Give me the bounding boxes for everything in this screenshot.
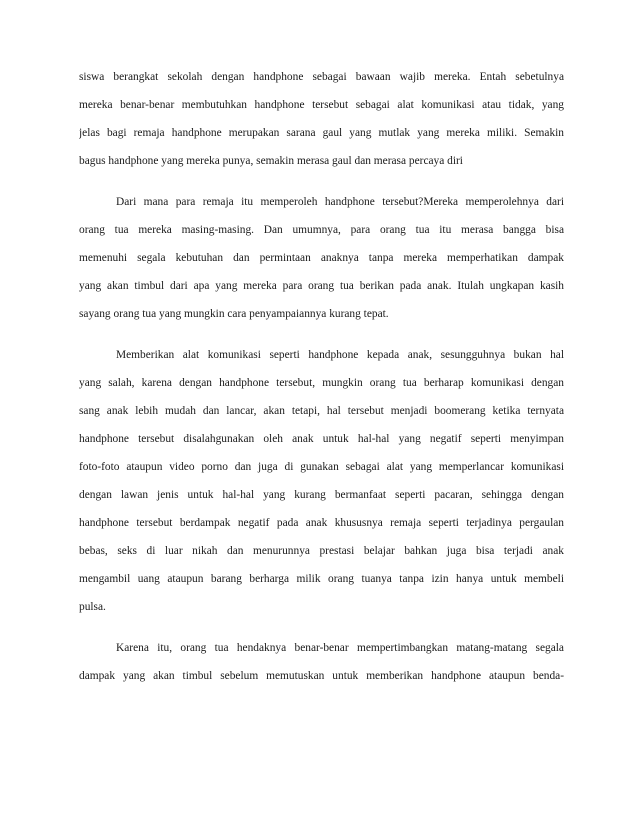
text-line: jelas bagi remaja handphone merupakan sarana gaul yang mutlak yang mereka miliki. Semakin bbox=[79, 127, 564, 139]
text-line: dampak yang akan timbul sebelum memutuskan untuk memberikan handphone ataupun benda- bbox=[79, 670, 564, 682]
text-line: yang salah, karena dengan handphone tersebut, mungkin orang tua berharap komunikasi dengan bbox=[79, 377, 564, 389]
text-line: bebas, seks di luar nikah dan menurunnya prestasi belajar bahkan juga bisa terjadi anak bbox=[79, 545, 564, 557]
text-line: yang akan timbul dari apa yang mereka para orang tua berikan pada anak. Itulah ungkapan kasih bbox=[79, 280, 564, 292]
text-line: mereka benar-benar membutuhkan handphone tersebut sebagai alat komunikasi atau tidak, yang bbox=[79, 99, 564, 111]
text-line: sayang orang tua yang mungkin cara penyampaiannya kurang tepat. bbox=[79, 308, 389, 320]
paragraph-gap bbox=[79, 621, 564, 634]
paragraph-1 bbox=[79, 63, 564, 175]
text-line: siswa berangkat sekolah dengan handphone sebagai bawaan wajib mereka. Entah sebetulnya bbox=[79, 71, 564, 83]
text-line: Karena itu, orang tua hendaknya benar-benar mempertimbangkan matang-matang segala bbox=[116, 642, 564, 654]
text-line: handphone tersebut disalahgunakan oleh anak untuk hal-hal yang negatif seperti menyimpan bbox=[79, 433, 564, 445]
text-line: bagus handphone yang mereka punya, semakin merasa gaul dan merasa percaya diri bbox=[79, 155, 463, 167]
text-line: orang tua mereka masing-masing. Dan umumnya, para orang tua itu merasa bangga bisa bbox=[79, 224, 564, 236]
paragraph-gap bbox=[79, 175, 564, 188]
paragraph-4 bbox=[79, 634, 564, 690]
text-line: memenuhi segala kebutuhan dan permintaan anaknya tanpa mereka memperhatikan dampak bbox=[79, 252, 564, 264]
text-line: dengan lawan jenis untuk hal-hal yang kurang bermanfaat seperti pacaran, sehingga dengan bbox=[79, 489, 564, 501]
text-line: sang anak lebih mudah dan lancar, akan tetapi, hal tersebut menjadi boomerang ketika ternyata bbox=[79, 405, 564, 417]
text-line: foto-foto ataupun video porno dan juga di gunakan sebagai alat yang memperlancar komunikasi bbox=[79, 461, 564, 473]
paragraph-3 bbox=[79, 341, 564, 621]
paragraph-gap bbox=[79, 328, 564, 341]
text-line: mengambil uang ataupun barang berharga milik orang tuanya tanpa izin hanya untuk membeli bbox=[79, 573, 564, 585]
document-body bbox=[79, 63, 564, 690]
paragraph-2 bbox=[79, 188, 564, 328]
text-line: Memberikan alat komunikasi seperti handphone kepada anak, sesungguhnya bukan hal bbox=[116, 349, 564, 361]
text-line: pulsa. bbox=[79, 601, 106, 613]
text-line: Dari mana para remaja itu memperoleh handphone tersebut?Mereka memperolehnya dari bbox=[116, 196, 564, 208]
text-line: handphone tersebut berdampak negatif pada anak khususnya remaja seperti terjadinya pergaulan bbox=[79, 517, 564, 529]
